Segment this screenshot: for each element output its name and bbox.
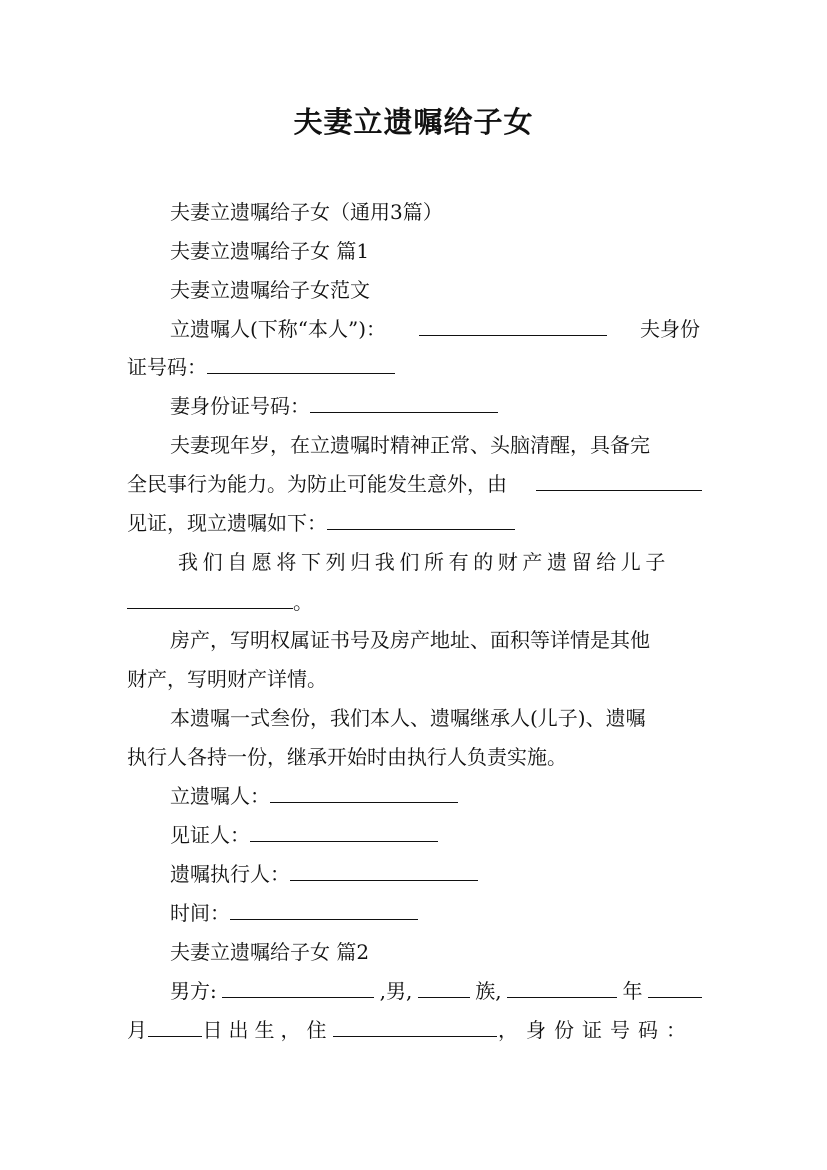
testator-blank bbox=[419, 315, 607, 336]
signature-line bbox=[170, 821, 438, 849]
signature-line bbox=[170, 782, 458, 810]
ethnicity-text: 族, bbox=[475, 979, 502, 1003]
paragraph-line: 本遗嘱一式叁份，我们本人、遗嘱继承人(儿子)、遗嘱 bbox=[170, 706, 646, 730]
date-blank bbox=[230, 899, 418, 920]
paragraph-line: 执行人各持一份，继承开始时由执行人负责实施。 bbox=[127, 745, 567, 769]
executor-sign-blank bbox=[290, 860, 478, 881]
paragraph-text: 。 bbox=[293, 590, 313, 614]
executor-sign-label: 遗嘱执行人： bbox=[170, 862, 290, 886]
section-heading: 夫妻立遗嘱给子女 篇1 bbox=[170, 239, 370, 263]
husband-id-label: 夫身份 bbox=[640, 317, 700, 341]
paragraph-line bbox=[170, 392, 498, 420]
witness-sign-label: 见证人： bbox=[170, 823, 250, 847]
paragraph-line bbox=[170, 315, 700, 343]
paragraph-line: 夫妻立遗嘱给子女范文 bbox=[170, 278, 370, 302]
signature-line bbox=[170, 860, 478, 888]
paragraph-line bbox=[127, 588, 313, 616]
ethnicity-blank bbox=[418, 977, 470, 998]
testator-label: 立遗嘱人(下称“本人”)： bbox=[170, 317, 387, 341]
son-name-blank bbox=[127, 588, 293, 609]
address-label: 日出生，住 bbox=[202, 1018, 333, 1042]
wife-id-blank bbox=[310, 392, 498, 413]
paragraph-line: 我们自愿将下列归我们所有的财产遗留给儿子 bbox=[178, 550, 670, 574]
document-title: 夫妻立遗嘱给子女 bbox=[293, 105, 534, 139]
husband-id-blank bbox=[207, 353, 395, 374]
paragraph-text: 全民事行为能力。为防止可能发生意外，由 bbox=[127, 472, 507, 496]
testator-sign-blank bbox=[270, 782, 458, 803]
paragraph-line bbox=[170, 977, 702, 1005]
year-text: 年 bbox=[622, 979, 643, 1003]
paragraph-line: 财产，写明财产详情。 bbox=[127, 667, 327, 691]
paragraph-line: 夫妻现年岁，在立遗嘱时精神正常、头脑清醒，具备完 bbox=[170, 433, 650, 457]
paragraph-line bbox=[127, 1016, 694, 1044]
will-content-blank bbox=[327, 509, 515, 530]
witness-blank bbox=[536, 470, 702, 491]
paragraph-line bbox=[127, 470, 702, 498]
birth-day-blank bbox=[148, 1016, 202, 1037]
male-party-label: 男方: bbox=[170, 979, 217, 1003]
witness-sign-blank bbox=[250, 821, 438, 842]
birth-month-blank bbox=[648, 977, 702, 998]
male-name-blank bbox=[222, 977, 374, 998]
paragraph-line: 夫妻立遗嘱给子女（通用3篇） bbox=[170, 200, 443, 224]
paragraph-line: 房产，写明权属证书号及房产地址、面积等详情是其他 bbox=[170, 628, 650, 652]
section-heading: 夫妻立遗嘱给子女 篇2 bbox=[170, 940, 370, 964]
testator-sign-label: 立遗嘱人： bbox=[170, 784, 270, 808]
signature-line bbox=[170, 899, 418, 927]
date-label: 时间： bbox=[170, 901, 230, 925]
paragraph-line bbox=[127, 509, 515, 537]
id-number-label: 证号码： bbox=[127, 355, 207, 379]
paragraph-text: 见证，现立遗嘱如下： bbox=[127, 511, 327, 535]
birth-year-blank bbox=[507, 977, 617, 998]
gender-text: ,男, bbox=[379, 979, 413, 1003]
paragraph-line bbox=[127, 353, 395, 381]
address-blank bbox=[333, 1016, 497, 1037]
month-text: 月 bbox=[127, 1018, 147, 1042]
wife-id-label: 妻身份证号码： bbox=[170, 394, 310, 418]
id-number-label-2: ，身份证号码： bbox=[498, 1018, 694, 1042]
